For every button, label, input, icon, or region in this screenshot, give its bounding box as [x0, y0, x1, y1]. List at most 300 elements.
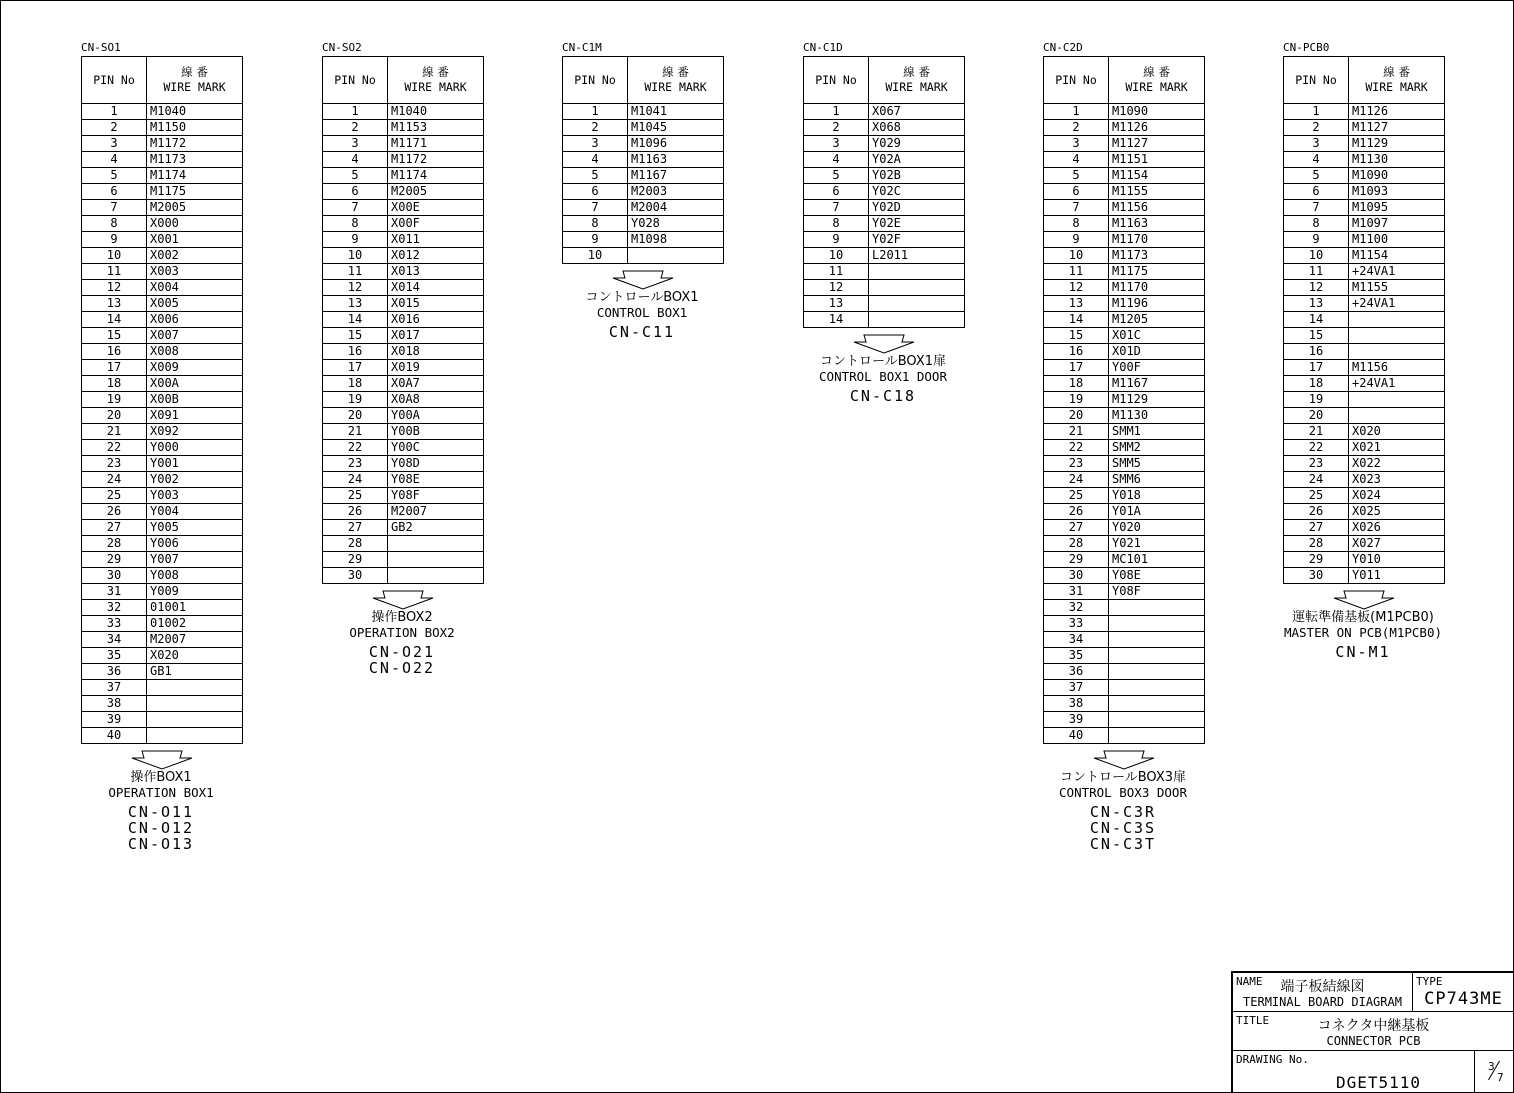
pin-number: 31: [1044, 584, 1109, 600]
wire-mark: [147, 680, 243, 696]
wire-mark: Y029: [869, 136, 965, 152]
pin-number: 3: [82, 136, 147, 152]
table-row: [82, 648, 243, 664]
table-row: [82, 728, 243, 744]
pin-table: [803, 56, 965, 328]
pin-number: 32: [82, 600, 147, 616]
table-row: [323, 280, 484, 296]
wire-mark: [147, 712, 243, 728]
table-row: [1044, 712, 1205, 728]
wire-mark: [628, 248, 724, 264]
pin-number: 3: [1284, 136, 1349, 152]
wire-mark: Y02E: [869, 216, 965, 232]
wire-mark: M1095: [1349, 200, 1445, 216]
table-row: [1284, 216, 1445, 232]
pin-number: 16: [1044, 344, 1109, 360]
pin-number: 38: [82, 696, 147, 712]
table-row: [1044, 552, 1205, 568]
pin-number: 10: [1044, 248, 1109, 264]
wire-mark: M1171: [388, 136, 484, 152]
table-row: [323, 296, 484, 312]
table-row: [82, 328, 243, 344]
wire-mark: Y004: [147, 504, 243, 520]
table-row: [563, 152, 724, 168]
connector-5: [1283, 41, 1445, 661]
wire-mark: M1163: [1109, 216, 1205, 232]
table-row: [82, 504, 243, 520]
table-row: [323, 440, 484, 456]
destination-en: CONTROL BOX3 DOOR: [1059, 785, 1187, 800]
table-row: [1284, 456, 1445, 472]
table-row: [1044, 184, 1205, 200]
wire-mark: M1172: [388, 152, 484, 168]
wire-header: [147, 57, 243, 104]
wire-mark: Y003: [147, 488, 243, 504]
pin-number: 20: [1044, 408, 1109, 424]
wire-mark: M1129: [1109, 392, 1205, 408]
table-row: [1044, 248, 1205, 264]
pin-number: 7: [1284, 200, 1349, 216]
wire-mark: M2003: [628, 184, 724, 200]
pin-number: 34: [1044, 632, 1109, 648]
pin-number: 27: [1044, 520, 1109, 536]
pin-number: 2: [323, 120, 388, 136]
wire-mark: M1129: [1349, 136, 1445, 152]
pin-header: PIN No: [1284, 57, 1349, 104]
table-row: [82, 488, 243, 504]
pin-number: 2: [82, 120, 147, 136]
pin-number: 14: [323, 312, 388, 328]
table-row: [323, 216, 484, 232]
wire-mark: M2007: [388, 504, 484, 520]
pin-number: 13: [804, 296, 869, 312]
pin-number: 18: [1044, 376, 1109, 392]
pin-number: 20: [1284, 408, 1349, 424]
wire-mark: SMM2: [1109, 440, 1205, 456]
wire-mark: X012: [388, 248, 484, 264]
pin-number: 9: [323, 232, 388, 248]
title-cell: [1232, 1011, 1514, 1051]
pin-number: 17: [323, 360, 388, 376]
wire-header-jp: 線 番: [422, 65, 449, 79]
destination-jp: 操作BOX2: [371, 610, 433, 625]
destination-label: [1043, 770, 1203, 852]
wire-mark: Y010: [1349, 552, 1445, 568]
wire-mark: M1041: [628, 104, 724, 120]
wire-mark: [1109, 728, 1205, 744]
table-row: [1284, 360, 1445, 376]
pin-number: 6: [1044, 184, 1109, 200]
table-row: [1284, 120, 1445, 136]
table-row: [323, 200, 484, 216]
wire-mark: SMM6: [1109, 472, 1205, 488]
pin-number: 1: [1044, 104, 1109, 120]
table-row: [1284, 200, 1445, 216]
wire-header-en: WIRE MARK: [1365, 80, 1428, 94]
pin-number: 25: [82, 488, 147, 504]
wire-mark: X027: [1349, 536, 1445, 552]
table-row: [1044, 296, 1205, 312]
table-row: [323, 104, 484, 120]
wire-mark: Y08E: [1109, 568, 1205, 584]
wire-mark: M1040: [388, 104, 484, 120]
table-row: [1044, 664, 1205, 680]
pin-number: 17: [1284, 360, 1349, 376]
destination-code: CN-C3R: [1089, 803, 1157, 821]
table-row: [563, 168, 724, 184]
wire-mark: M1093: [1349, 184, 1445, 200]
pin-number: 5: [563, 168, 628, 184]
pin-number: 4: [804, 152, 869, 168]
table-row: [323, 152, 484, 168]
wire-mark: M1173: [1109, 248, 1205, 264]
connector-name: CN-C1D: [803, 41, 843, 54]
wire-mark: [388, 552, 484, 568]
table-row: [1284, 488, 1445, 504]
wire-mark: M1205: [1109, 312, 1205, 328]
wire-mark: X011: [388, 232, 484, 248]
pin-number: 11: [82, 264, 147, 280]
wire-mark: Y007: [147, 552, 243, 568]
table-row: [1044, 264, 1205, 280]
pin-number: 7: [1044, 200, 1109, 216]
table-row: [82, 472, 243, 488]
table-row: [1044, 616, 1205, 632]
wire-mark: X018: [388, 344, 484, 360]
table-row: [1044, 504, 1205, 520]
table-row: [1044, 456, 1205, 472]
table-row: [1044, 168, 1205, 184]
wire-mark: X002: [147, 248, 243, 264]
wire-mark: M1172: [147, 136, 243, 152]
pin-number: 3: [804, 136, 869, 152]
pin-number: 6: [323, 184, 388, 200]
pin-number: 13: [323, 296, 388, 312]
table-row: [1044, 472, 1205, 488]
pin-number: 8: [1284, 216, 1349, 232]
wire-header-jp: 線 番: [181, 65, 208, 79]
wire-mark: [388, 568, 484, 584]
wire-header-jp: 線 番: [1383, 65, 1410, 79]
pin-number: 15: [1044, 328, 1109, 344]
table-row: [1284, 296, 1445, 312]
title-label: TITLE: [1236, 1014, 1270, 1027]
pin-number: 26: [323, 504, 388, 520]
pin-number: 8: [1044, 216, 1109, 232]
wire-mark: Y006: [147, 536, 243, 552]
pin-number: 16: [323, 344, 388, 360]
table-row: [1284, 424, 1445, 440]
table-row: [82, 712, 243, 728]
pin-number: 5: [804, 168, 869, 184]
pin-number: 15: [1284, 328, 1349, 344]
table-row: [1044, 488, 1205, 504]
wire-mark: [1109, 600, 1205, 616]
table-row: [804, 296, 965, 312]
table-row: [1044, 232, 1205, 248]
table-row: [323, 184, 484, 200]
pin-table: [322, 56, 484, 584]
wire-mark: X025: [1349, 504, 1445, 520]
down-arrow-icon: [1332, 590, 1396, 610]
pin-number: 12: [323, 280, 388, 296]
table-row: [1284, 440, 1445, 456]
pin-number: 5: [1044, 168, 1109, 184]
pin-number: 24: [82, 472, 147, 488]
destination-code: CN-O11: [127, 803, 195, 821]
destination-label: [803, 354, 963, 404]
wire-header: [628, 57, 724, 104]
wire-mark: Y08F: [1109, 584, 1205, 600]
table-row: [1284, 520, 1445, 536]
wire-mark: [1349, 312, 1445, 328]
pin-number: 35: [82, 648, 147, 664]
table-row: [1044, 520, 1205, 536]
destination-code: CN-M1: [1335, 643, 1391, 661]
table-row: [1284, 408, 1445, 424]
pin-number: 33: [82, 616, 147, 632]
pin-number: 16: [1284, 344, 1349, 360]
wire-mark: X092: [147, 424, 243, 440]
wire-mark: X004: [147, 280, 243, 296]
wire-mark: M1156: [1349, 360, 1445, 376]
wire-mark: 01001: [147, 600, 243, 616]
wire-mark: X067: [869, 104, 965, 120]
wire-mark: [1109, 664, 1205, 680]
destination-code: CN-C3S: [1089, 819, 1157, 837]
destination-label: [81, 770, 241, 852]
wire-mark: M1040: [147, 104, 243, 120]
pin-number: 11: [1044, 264, 1109, 280]
wire-mark: M1170: [1109, 232, 1205, 248]
pin-number: 8: [563, 216, 628, 232]
pin-number: 37: [1044, 680, 1109, 696]
wire-mark: M1173: [147, 152, 243, 168]
wire-mark: M1126: [1109, 120, 1205, 136]
wire-mark: X026: [1349, 520, 1445, 536]
pin-number: 30: [323, 568, 388, 584]
wire-header: [388, 57, 484, 104]
wire-mark: Y000: [147, 440, 243, 456]
wire-mark: X024: [1349, 488, 1445, 504]
wire-mark: Y021: [1109, 536, 1205, 552]
pin-number: 17: [82, 360, 147, 376]
wire-mark: M1130: [1349, 152, 1445, 168]
table-row: [563, 184, 724, 200]
wire-mark: X003: [147, 264, 243, 280]
pin-number: 30: [1284, 568, 1349, 584]
type-label: TYPE: [1416, 975, 1443, 988]
pin-number: 16: [82, 344, 147, 360]
table-row: [1044, 568, 1205, 584]
pin-number: 12: [82, 280, 147, 296]
wire-mark: Y08D: [388, 456, 484, 472]
drawing-label: DRAWING No.: [1236, 1053, 1309, 1066]
table-row: [82, 168, 243, 184]
pin-number: 23: [1284, 456, 1349, 472]
wire-mark: M1154: [1109, 168, 1205, 184]
pin-number: 26: [1284, 504, 1349, 520]
pin-number: 27: [82, 520, 147, 536]
pin-number: 22: [323, 440, 388, 456]
table-row: [1044, 584, 1205, 600]
wire-mark: X00B: [147, 392, 243, 408]
pin-number: 21: [1284, 424, 1349, 440]
pin-header: PIN No: [1044, 57, 1109, 104]
pin-number: 19: [82, 392, 147, 408]
table-row: [82, 280, 243, 296]
table-row: [563, 248, 724, 264]
pin-header: PIN No: [563, 57, 628, 104]
wire-mark: [869, 296, 965, 312]
wire-mark: [388, 536, 484, 552]
table-row: [1044, 424, 1205, 440]
table-row: [82, 104, 243, 120]
table-row: [804, 264, 965, 280]
pin-number: 7: [804, 200, 869, 216]
table-row: [323, 136, 484, 152]
pin-number: 12: [1044, 280, 1109, 296]
table-row: [1284, 152, 1445, 168]
wire-mark: X020: [1349, 424, 1445, 440]
wire-mark: M1174: [147, 168, 243, 184]
wire-mark: Y00C: [388, 440, 484, 456]
pin-number: 33: [1044, 616, 1109, 632]
pin-number: 19: [1044, 392, 1109, 408]
table-row: [804, 280, 965, 296]
table-row: [1284, 328, 1445, 344]
pin-number: 7: [323, 200, 388, 216]
destination-jp: コントロールBOX1: [585, 290, 699, 305]
pin-number: 39: [82, 712, 147, 728]
pin-number: 28: [1284, 536, 1349, 552]
pin-number: 9: [804, 232, 869, 248]
pin-number: 3: [1044, 136, 1109, 152]
wire-mark: Y002: [147, 472, 243, 488]
pin-number: 18: [1284, 376, 1349, 392]
table-row: [1044, 408, 1205, 424]
down-arrow-icon: [611, 270, 675, 290]
wire-mark: M1154: [1349, 248, 1445, 264]
pin-number: 38: [1044, 696, 1109, 712]
pin-number: 18: [82, 376, 147, 392]
table-row: [82, 568, 243, 584]
table-row: [1044, 376, 1205, 392]
wire-mark: Y028: [628, 216, 724, 232]
pin-number: 22: [1044, 440, 1109, 456]
wire-mark: [1349, 408, 1445, 424]
destination-code: CN-O12: [127, 819, 195, 837]
table-row: [804, 120, 965, 136]
wire-mark: [1109, 712, 1205, 728]
table-row: [1284, 280, 1445, 296]
wire-mark: X0A7: [388, 376, 484, 392]
pin-number: 28: [1044, 536, 1109, 552]
table-row: [1284, 376, 1445, 392]
wire-mark: +24VA1: [1349, 264, 1445, 280]
table-row: [1044, 120, 1205, 136]
pin-number: 23: [1044, 456, 1109, 472]
table-row: [82, 632, 243, 648]
table-row: [323, 248, 484, 264]
destination-code: CN-O22: [368, 659, 436, 677]
table-row: [82, 344, 243, 360]
pin-number: 7: [563, 200, 628, 216]
pin-number: 5: [82, 168, 147, 184]
pin-number: 18: [323, 376, 388, 392]
wire-mark: X01D: [1109, 344, 1205, 360]
wire-mark: Y001: [147, 456, 243, 472]
pin-number: 28: [82, 536, 147, 552]
wire-mark: M1150: [147, 120, 243, 136]
table-row: [1044, 280, 1205, 296]
wire-mark: M1156: [1109, 200, 1205, 216]
table-row: [1284, 536, 1445, 552]
table-row: [323, 232, 484, 248]
table-row: [323, 504, 484, 520]
pin-number: 14: [1044, 312, 1109, 328]
table-row: [1284, 344, 1445, 360]
destination-code: CN-C11: [608, 323, 676, 341]
wire-mark: X022: [1349, 456, 1445, 472]
destination-jp: コントロールBOX1扉: [819, 354, 946, 369]
wire-mark: X001: [147, 232, 243, 248]
wire-mark: M1127: [1349, 120, 1445, 136]
table-row: [82, 680, 243, 696]
pin-table: [562, 56, 724, 264]
table-row: [323, 376, 484, 392]
connector-name: CN-PCB0: [1283, 41, 1330, 54]
table-row: [1044, 312, 1205, 328]
wire-header-en: WIRE MARK: [644, 80, 707, 94]
wire-mark: M1127: [1109, 136, 1205, 152]
pin-table: [1043, 56, 1205, 744]
destination-code: CN-O13: [127, 835, 195, 853]
wire-mark: [1109, 648, 1205, 664]
table-row: [563, 200, 724, 216]
table-row: [1284, 568, 1445, 584]
destination-label: [1283, 610, 1443, 660]
pin-number: 2: [1044, 120, 1109, 136]
table-row: [323, 520, 484, 536]
destination-code: CN-O21: [368, 643, 436, 661]
pin-number: 32: [1044, 600, 1109, 616]
wire-header-jp: 線 番: [903, 65, 930, 79]
wire-header-en: WIRE MARK: [163, 80, 226, 94]
table-row: [804, 152, 965, 168]
wire-mark: Y02F: [869, 232, 965, 248]
wire-mark: +24VA1: [1349, 376, 1445, 392]
pin-number: 4: [1284, 152, 1349, 168]
table-row: [323, 408, 484, 424]
wire-mark: [1109, 680, 1205, 696]
wire-mark: [147, 728, 243, 744]
table-row: [82, 136, 243, 152]
destination-en: OPERATION BOX2: [349, 625, 455, 640]
wire-mark: [869, 280, 965, 296]
pin-number: 26: [1044, 504, 1109, 520]
table-row: [563, 120, 724, 136]
table-row: [1044, 328, 1205, 344]
wire-mark: M1155: [1109, 184, 1205, 200]
pin-number: 20: [82, 408, 147, 424]
wire-mark: Y08E: [388, 472, 484, 488]
wire-header-jp: 線 番: [1143, 65, 1170, 79]
wire-mark: [147, 696, 243, 712]
wire-mark: M1130: [1109, 408, 1205, 424]
drawing-cell: [1232, 1050, 1475, 1093]
table-header: [82, 57, 243, 104]
